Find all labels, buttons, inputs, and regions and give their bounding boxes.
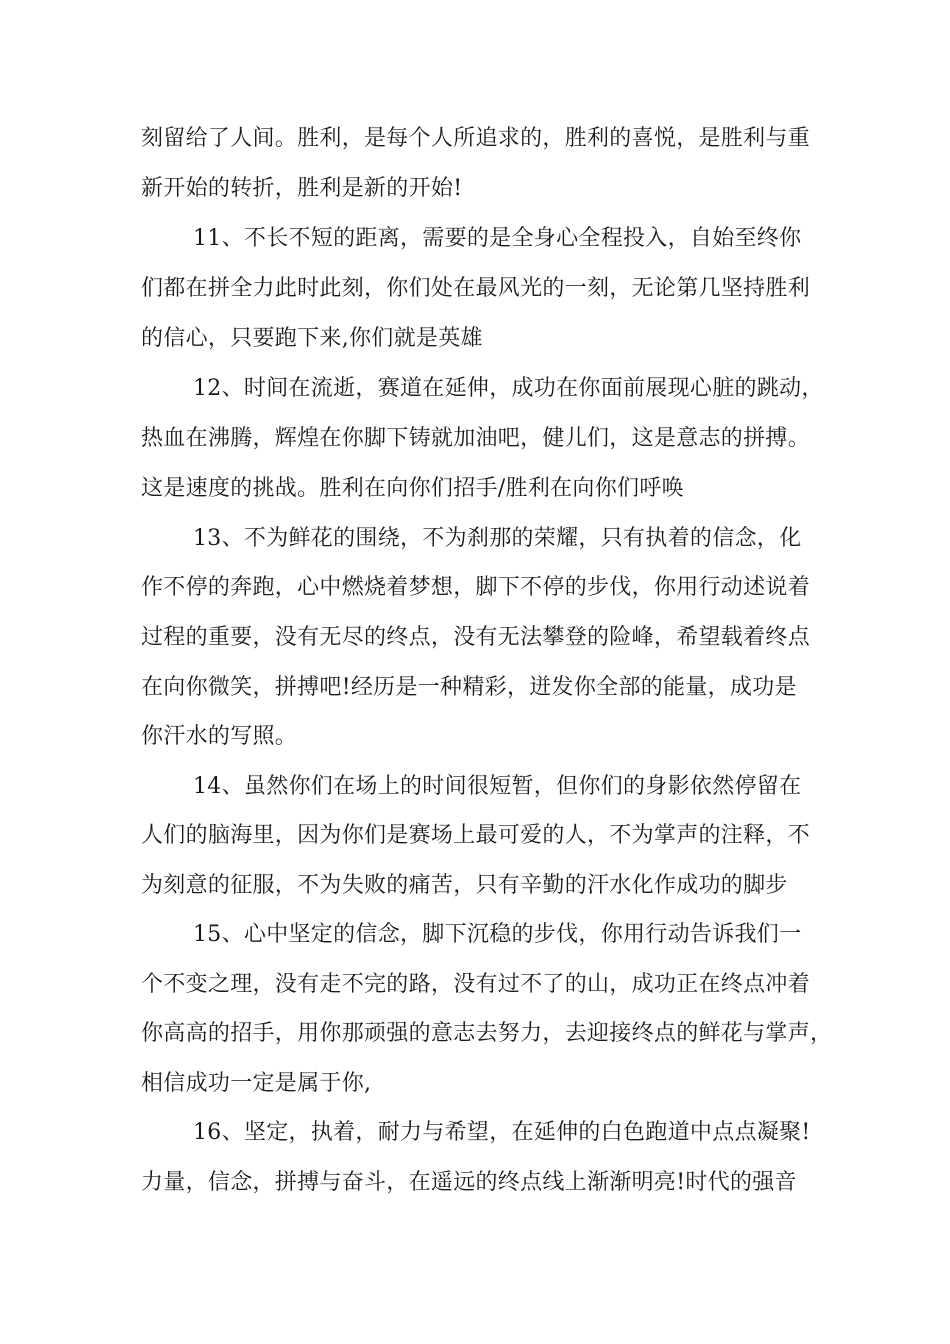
text-line: 们都在拼全力此时此刻，你们处在最风光的一刻，无论第几坚持胜利 — [141, 276, 811, 301]
text-line: 刻留给了人间。胜利，是每个人所追求的，胜利的喜悦，是胜利与重 — [141, 126, 811, 151]
text-line: 相信成功一定是属于你, — [141, 1071, 372, 1096]
text-line: 作不停的奔跑，心中燃烧着梦想，脚下不停的步伐，你用行动述说着 — [141, 575, 811, 600]
text-line: 你汗水的写照。 — [141, 724, 298, 749]
text-line: 为刻意的征服，不为失败的痛苦，只有辛勤的汗水化作成功的脚步 — [141, 873, 788, 898]
text-line: 个不变之理，没有走不完的路，没有过不了的山，成功正在终点冲着 — [141, 972, 811, 997]
text-line: 人们的脑海里，因为你们是赛场上最可爱的人，不为掌声的注释，不 — [141, 823, 811, 848]
text-line: 在向你微笑，拼搏吧!经历是一种精彩，迸发你全部的能量，成功是 — [141, 675, 797, 700]
text-line: 新开始的转折，胜利是新的开始! — [141, 176, 463, 201]
paragraph-14-first-line: 14、虽然你们在场上的时间很短暂，但你们的身影依然停留在 — [193, 774, 802, 799]
paragraph-15-first-line: 15、心中坚定的信念，脚下沉稳的步伐，你用行动告诉我们一 — [193, 922, 802, 947]
text-line: 力量，信念，拼搏与奋斗，在遥远的终点线上渐渐明亮!时代的强音 — [141, 1170, 797, 1195]
text-line: 这是速度的挑战。胜利在向你们招手/胜利在向你们呼唤 — [141, 476, 684, 501]
text-line: 的信心，只要跑下来,你们就是英雄 — [141, 326, 483, 351]
paragraph-12-first-line: 12、时间在流逝，赛道在延伸，成功在你面前展现心脏的跳动， — [193, 376, 824, 401]
text-line: 过程的重要，没有无尽的终点，没有无法攀登的险峰，希望载着终点 — [141, 625, 811, 650]
text-line: 热血在沸腾，辉煌在你脚下铸就加油吧，健儿们，这是意志的拼搏。 — [141, 426, 811, 451]
text-line: 你高高的招手，用你那顽强的意志去努力，去迎接终点的鲜花与掌声， — [141, 1021, 833, 1046]
paragraph-11-first-line: 11、不长不短的距离，需要的是全身心全程投入，自始至终你 — [193, 226, 802, 251]
paragraph-13-first-line: 13、不为鲜花的围绕，不为刹那的荣耀，只有执着的信念，化 — [193, 526, 802, 551]
paragraph-16-first-line: 16、坚定，执着，耐力与希望，在延伸的白色跑道中点点凝聚! — [193, 1120, 811, 1145]
